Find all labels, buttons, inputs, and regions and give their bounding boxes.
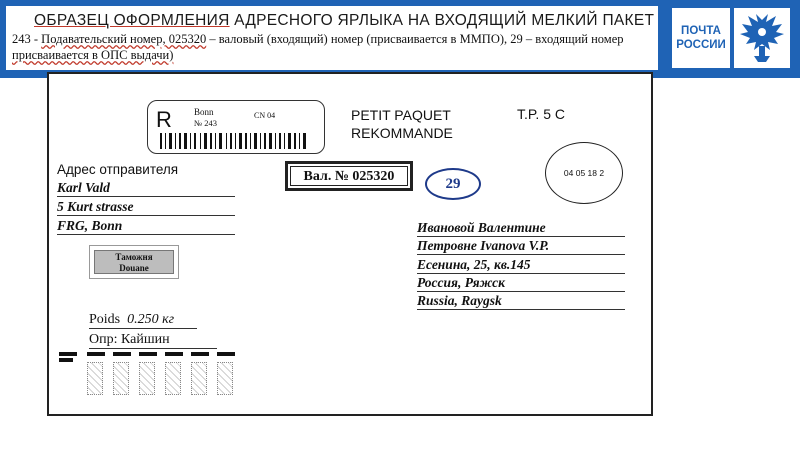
double-headed-eagle-icon: [734, 8, 790, 68]
date-stamp: [545, 142, 623, 204]
index-dash: [113, 352, 131, 356]
weight-value: 0.250: [127, 312, 159, 327]
operator-name: Кайшин: [121, 332, 170, 347]
page-title: [34, 12, 658, 30]
weight-unit: кг: [162, 312, 175, 327]
recipient-line-4: Россия, Ряжск: [417, 275, 625, 292]
petit-paquet-line-2: REKOMMANDE: [351, 125, 453, 141]
barcode-icon: [160, 133, 310, 149]
explanation-rest: – валовый (входящий) номер (присваивается в ММПО), 29 – входящий номер: [206, 32, 624, 46]
recipient-line-1: Ивановой Валентине: [417, 220, 625, 237]
sender-line-3: FRG, Bonn: [57, 218, 235, 235]
index-cell: [87, 362, 103, 395]
explanation-line-1: [12, 32, 658, 46]
operator-line: [89, 332, 217, 349]
explanation-highlight: Подавательский номер, 025320: [41, 32, 207, 46]
index-cell: [217, 362, 233, 395]
petit-paquet-text: [351, 106, 453, 142]
logo-text: [672, 8, 730, 68]
form-code: CN 04: [254, 111, 276, 120]
val-number-box: [285, 161, 413, 191]
russian-post-logo: [672, 8, 790, 68]
tp-code: T.P. 5 C: [517, 106, 565, 122]
recipient-line-2: Петровне Ivanova V.P.: [417, 238, 625, 255]
recipient-line-5: Russia, Raygsk: [417, 293, 625, 310]
recipient-line-3: Есенина, 25, кв.145: [417, 257, 625, 274]
date-stamp-text: 04 05 18 2: [563, 168, 605, 178]
explanation-prefix: 243 -: [12, 32, 42, 46]
title-rest: АДРЕСНОГО ЯРЛЫКА НА ВХОДЯЩИЙ МЕЛКИЙ ПАКЕТ: [229, 12, 655, 29]
index-dash: [217, 352, 235, 356]
index-dash: [59, 352, 77, 356]
operator-label: Опр:: [89, 332, 118, 347]
sender-heading: Адрес отправителя: [57, 162, 179, 177]
logo-line-2: РОССИИ: [676, 39, 726, 51]
logo-line-1: ПОЧТА: [681, 25, 721, 37]
customs-line-2: Douane: [119, 263, 149, 273]
index-dash: [87, 352, 105, 356]
customs-line-1: Таможня: [115, 252, 153, 262]
title-underlined: ОБРАЗЕЦ ОФОРМЛЕНИЯ: [34, 12, 230, 29]
customs-stamp-inner: [94, 250, 174, 274]
val-number: Вал. № 025320: [290, 166, 408, 186]
index-dash: [139, 352, 157, 356]
weight-line: [89, 312, 197, 329]
registered-label-box: [147, 100, 325, 154]
petit-paquet-line-1: PETIT PAQUET: [351, 107, 451, 123]
customs-stamp: [89, 245, 179, 279]
heading-box: [6, 6, 658, 70]
sender-line-2: 5 Kurt strasse: [57, 199, 235, 216]
sender-line-1: Karl Vald: [57, 180, 235, 197]
explanation-line-2: [12, 48, 658, 62]
index-dash: [59, 358, 73, 362]
incoming-number-oval: 29: [425, 168, 481, 200]
registered-letter: R: [156, 107, 172, 132]
address-label-card: [47, 72, 653, 416]
index-cell: [191, 362, 207, 395]
index-cell: [113, 362, 129, 395]
origin-city: Bonn: [194, 107, 214, 117]
weight-label: Poids: [89, 312, 121, 327]
index-cell: [165, 362, 181, 395]
index-cell: [139, 362, 155, 395]
explanation-line-2-text: присваивается в ОПС выдачи): [12, 48, 174, 62]
sender-office-number: № 243: [194, 118, 217, 128]
index-dash: [165, 352, 183, 356]
index-dash: [191, 352, 209, 356]
